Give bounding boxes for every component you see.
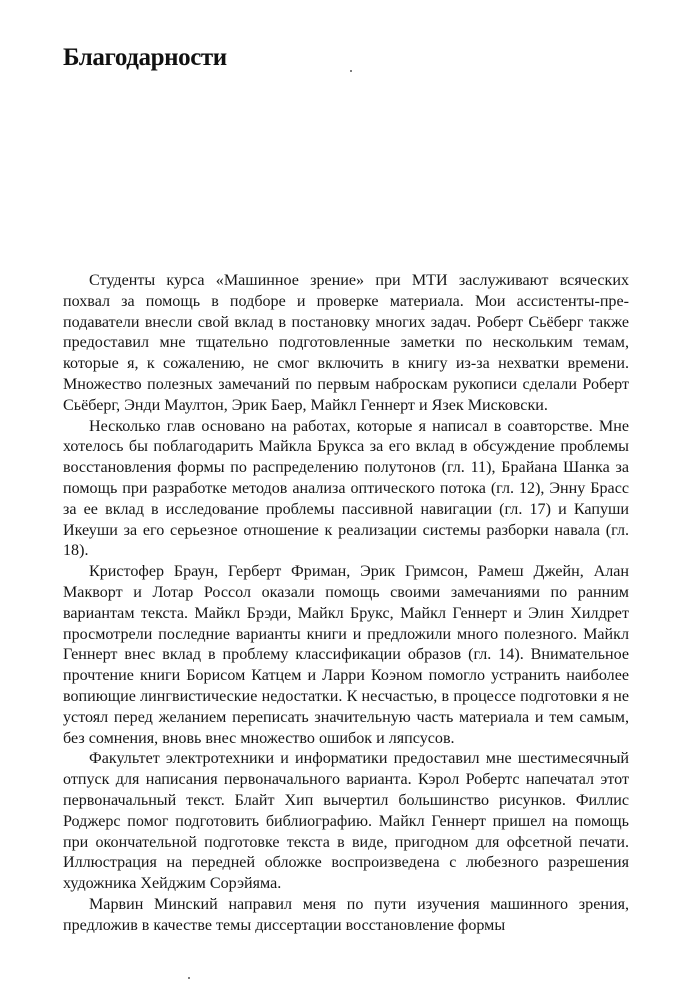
paragraph-1: Студенты курса «Машинное зрение» при МТИ заслуживают всяческих похвал за помощь в подборе и проверке материала. Мои ассистенты-преподаватели внесли свой вклад в постановку многих задач. Роберт Сьёберг также предоставил мне тщательно подготовленные заметки по нескольким темам, которые я, к сожалению, не смог включить в книгу из-за нехватки времени. Множество полезных замечаний по первым наброскам рукописи сделали Роберт Сьёберг, Энди Маултон, Эрик Баер, Майкл Геннерт и Язек Мисковски.	[63, 272, 629, 414]
page-title: Благодарности	[63, 44, 227, 71]
paragraph-2: Несколько глав основано на работах, которые я написал в соавторстве. Мне хотелось бы поблагодарить Майкла Брукса за его вклад в обсуждение проблемы восстановления формы по распределению полутонов (гл. 11), Брайана Шанка за помощь при разработке методов анализа оптического потока (гл. 12), Энну Брасс за ее вклад в исследование проблемы пассивной навигации (гл. 17) и Капуши Икеуши за его серьезное отношение к реализации системы разборки навала (гл. 18).	[63, 417, 629, 560]
acknowledgements-body	[63, 271, 629, 937]
paragraph-3: Кристофер Браун, Герберт Фриман, Эрик Гримсон, Рамеш Джейн, Алан Макворт и Лотар Россол оказали помощь своими замечаниями по ранним вариантам текста. Майкл Брэди, Майкл Брукс, Майкл Геннерт и Элин Хилдрет просмотрели последние варианты книги и предложили много полезного. Майкл Геннерт внес вклад в проблему классификации образов (гл. 14). Внимательное прочтение книги Борисом Катцем и Ларри Коэном помогло устранить наиболее вопиющие лингвистические недостатки. К несчастью, в процессе подготовки я не устоял перед желанием переписать значительную часть материала и тем самым, без сомнения, вновь внес множество ошибок и ляпсусов.	[63, 563, 629, 747]
scan-speck	[350, 70, 352, 72]
paragraph-5: Марвин Минский направил меня по пути изучения машинного зрения, предложив в качестве темы диссертации восстановление формы	[63, 895, 629, 934]
scan-speck	[188, 977, 190, 979]
paragraph-4: Факультет электротехники и информатики предоставил мне шестимесячный отпуск для написания первоначального варианта. Кэрол Робертс напечатал этот первоначальный текст. Блайт Хип вычертил большинство рисунков. Филлис Роджерс помог подготовить библиографию. Майкл Геннерт пришел на помощь при окончательной подготовке текста в виде, пригодном для офсетной печати. Иллюстрация на передней обложке воспроизведена с любезного разрешения художника Хейджим Сорэйяма.	[63, 750, 629, 893]
